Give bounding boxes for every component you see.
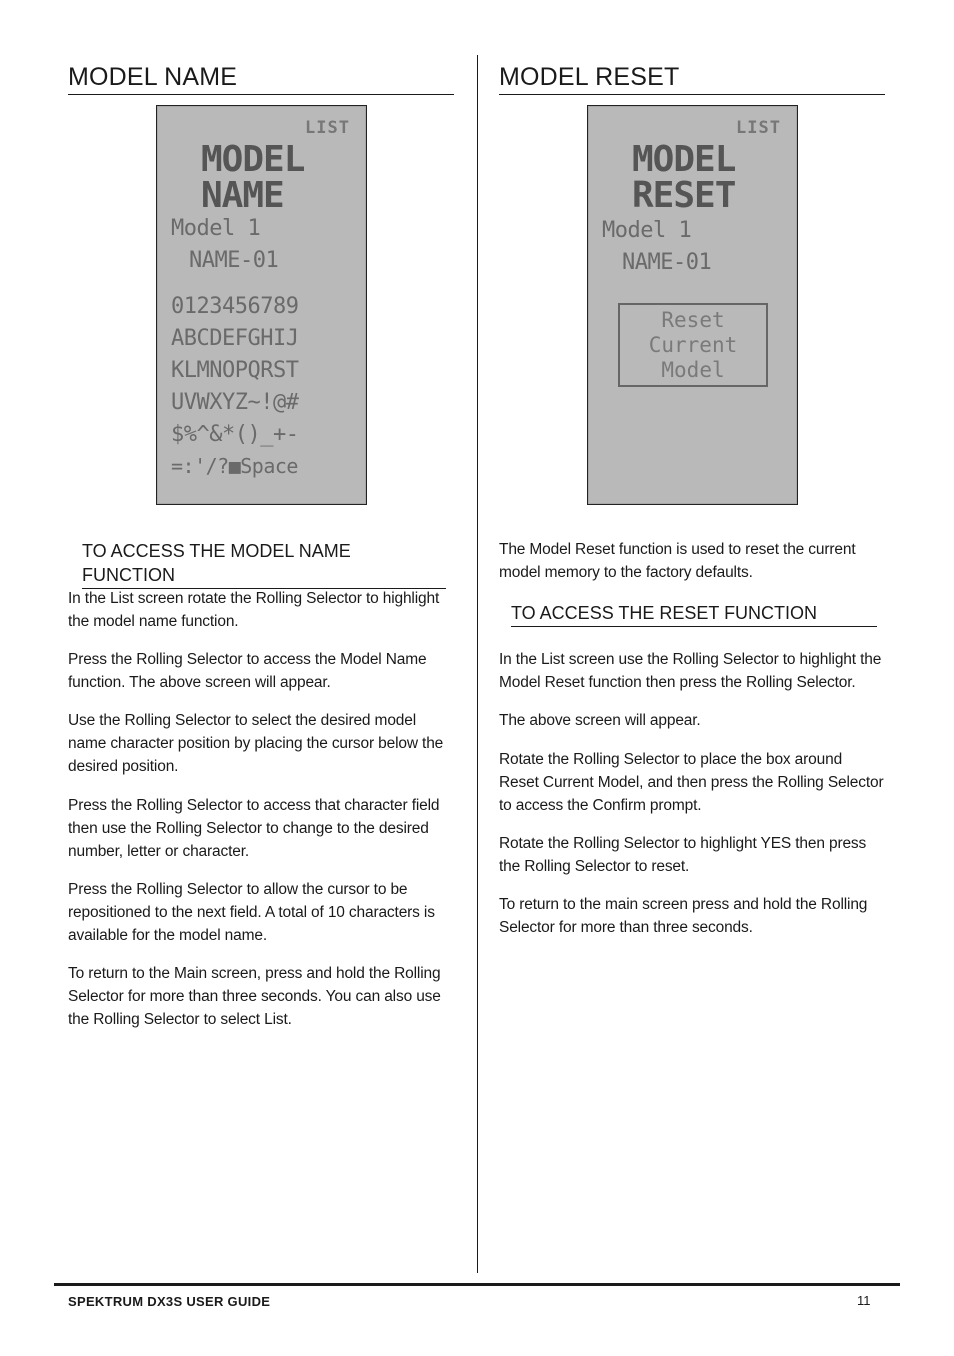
paragraph: To return to the Main screen, press and hold the Rolling Selector for more than three seconds. You can also use the Rolling Selector to select List. bbox=[68, 965, 441, 1028]
lcd-title bbox=[201, 139, 305, 216]
paragraph: Rotate the Rolling Selector to place the box around Reset Current Model, and then press the Rolling Selector to access the Confirm prompt. bbox=[499, 751, 884, 814]
paragraph: Rotate the Rolling Selector to highlight YES then press the Rolling Selector to reset. bbox=[499, 835, 867, 875]
lcd-model-label: Model 1 bbox=[602, 218, 692, 243]
page-number: 11 bbox=[857, 1293, 871, 1308]
model-reset-title: MODEL RESET bbox=[499, 60, 885, 95]
paragraph: Press the Rolling Selector to access that character field then use the Rolling Selector to change to the desired number, letter or character. bbox=[68, 797, 440, 860]
model-name-subheading: TO ACCESS THE MODEL NAME FUNCTION bbox=[82, 539, 446, 589]
lcd-title-line2: NAME bbox=[201, 175, 284, 216]
model-reset-lcd-screen bbox=[587, 105, 798, 505]
paragraph: Press the Rolling Selector to allow the cursor to be repositioned to the next field. A total of 10 characters is available for the model name. bbox=[68, 881, 435, 944]
model-name-lcd-screen bbox=[156, 105, 367, 505]
lcd-char-row: ABCDEFGHIJ bbox=[171, 326, 299, 351]
model-reset-subheading: TO ACCESS THE RESET FUNCTION bbox=[511, 601, 877, 627]
lcd-name-value: NAME-01 bbox=[622, 250, 712, 275]
paragraph: To return to the main screen press and hold the Rolling Selector for more than three seconds. bbox=[499, 896, 868, 936]
lcd-title-line2: RESET bbox=[632, 175, 736, 216]
footer-guide-title: SPEKTRUM DX3S USER GUIDE bbox=[68, 1294, 271, 1309]
column-divider bbox=[477, 55, 478, 1273]
lcd-list-label: LIST bbox=[736, 118, 781, 138]
model-reset-intro: The Model Reset function is used to reset the current model memory to the factory defaults. bbox=[499, 541, 856, 581]
lcd-char-row: UVWXYZ~!@# bbox=[171, 390, 299, 415]
lcd-title-line1: MODEL bbox=[201, 139, 305, 180]
lcd-name-value: NAME-01 bbox=[189, 248, 279, 273]
lcd-list-label: LIST bbox=[305, 118, 350, 138]
lcd-char-row: $%^&*()_+- bbox=[171, 422, 299, 447]
paragraph: Use the Rolling Selector to select the desired model name character position by placing the cursor below the desired position. bbox=[68, 712, 444, 775]
paragraph: Press the Rolling Selector to access the Model Name function. The above screen will appear. bbox=[68, 651, 427, 691]
lcd-model-label: Model 1 bbox=[171, 216, 261, 241]
footer-rule bbox=[54, 1283, 900, 1286]
paragraph: The above screen will appear. bbox=[499, 712, 701, 729]
paragraph: In the List screen rotate the Rolling Selector to highlight the model name function. bbox=[68, 590, 440, 630]
lcd-title bbox=[632, 139, 736, 216]
model-name-title: MODEL NAME bbox=[68, 60, 454, 95]
lcd-box-line: Reset bbox=[661, 307, 725, 332]
lcd-box-line: Model bbox=[661, 357, 725, 382]
lcd-box-line: Current bbox=[648, 332, 738, 357]
lcd-char-row: KLMNOPQRST bbox=[171, 358, 299, 383]
lcd-title-line1: MODEL bbox=[632, 139, 736, 180]
paragraph: In the List screen use the Rolling Selector to highlight the Model Reset function then press the Rolling Selector. bbox=[499, 651, 882, 691]
reset-current-model-box bbox=[618, 303, 768, 387]
lcd-char-row: =:'/?■Space bbox=[171, 454, 298, 478]
lcd-char-row: 0123456789 bbox=[171, 294, 299, 319]
